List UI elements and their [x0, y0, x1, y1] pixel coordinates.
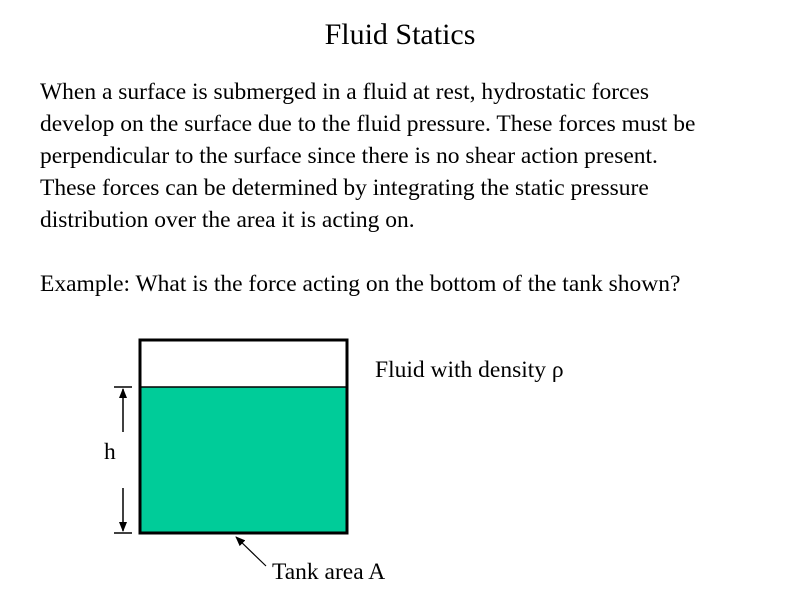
- paragraph-line: distribution over the area it is acting on.: [40, 207, 415, 233]
- paragraph-line: perpendicular to the surface since there is no shear action present.: [40, 143, 658, 169]
- fluid-density-label: Fluid with density ρ: [375, 357, 564, 383]
- example-question: Example: What is the force acting on the bottom of the tank shown?: [40, 271, 681, 297]
- paragraph-line: develop on the surface due to the fluid pressure. These forces must be: [40, 111, 696, 137]
- paragraph-line: When a surface is submerged in a fluid at rest, hydrostatic forces: [40, 79, 650, 105]
- tank-area-label: Tank area A: [272, 559, 386, 585]
- height-label: h: [104, 439, 116, 465]
- slide-title: Fluid Statics: [324, 18, 476, 51]
- paragraph-line: These forces can be determined by integrating the static pressure: [40, 175, 649, 201]
- area-pointer-arrow: [236, 537, 266, 566]
- fluid-fill: [140, 387, 347, 533]
